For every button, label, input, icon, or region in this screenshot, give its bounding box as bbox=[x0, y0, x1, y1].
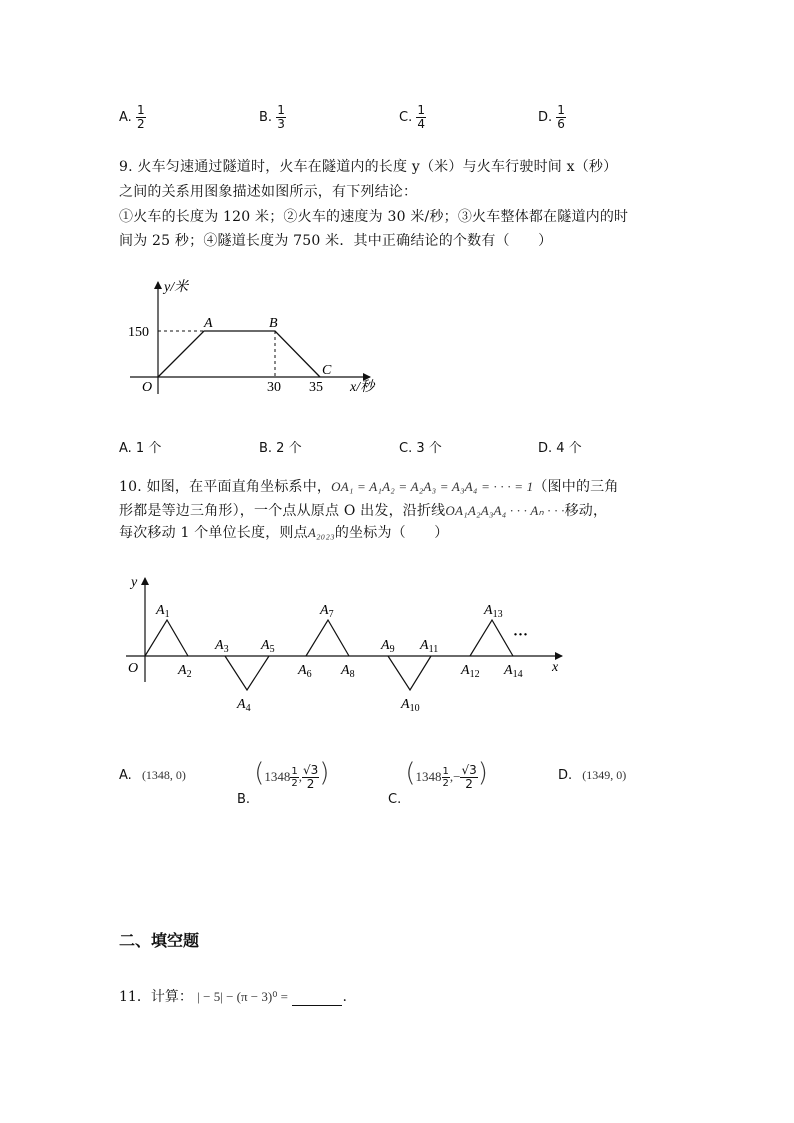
triangle-3 bbox=[306, 620, 349, 656]
q10-line-2-pre: 形都是等边三角形），一个点从原点 O 出发，沿折线 bbox=[119, 503, 446, 519]
point-label-a3: $A_3$ bbox=[215, 638, 229, 655]
denominator: 2 bbox=[136, 117, 145, 131]
fraction bbox=[136, 104, 146, 131]
point-label-a12: $A_{12}$ bbox=[461, 663, 480, 680]
option-label: C. bbox=[399, 110, 413, 125]
q10-option-d bbox=[558, 768, 626, 783]
q10-line-1-math: OA₁ = A₁A₂ = A₂A₃ = A₃A₄ = · · · = 1 bbox=[331, 479, 534, 494]
sqrt-fraction bbox=[302, 764, 319, 791]
point-label-a9: $A_9$ bbox=[381, 638, 395, 655]
answer-blank[interactable] bbox=[292, 991, 342, 1006]
q11-period: . bbox=[342, 989, 347, 1005]
point-label-a13: $A_{13}$ bbox=[484, 603, 503, 620]
option-label: D. bbox=[558, 768, 573, 783]
q9-option-b: B. 2 个 bbox=[259, 441, 302, 456]
numerator: 1 bbox=[277, 103, 285, 117]
mixed-int: 1348 bbox=[415, 769, 442, 784]
q10-line-2-post: 移动， bbox=[564, 503, 608, 519]
option-label: A. bbox=[119, 768, 132, 783]
triangle-2 bbox=[225, 656, 269, 690]
q8-option-a bbox=[119, 104, 146, 131]
option-label: B. bbox=[259, 110, 273, 125]
point-label-a5: $A_5$ bbox=[261, 638, 275, 655]
origin-label: O bbox=[142, 380, 153, 395]
q10-graph bbox=[118, 572, 578, 714]
q8-option-b bbox=[259, 104, 286, 131]
q10-option-b bbox=[237, 758, 329, 807]
fraction bbox=[416, 104, 426, 131]
q10-line-1 bbox=[119, 476, 619, 496]
numerator: √3 bbox=[461, 763, 477, 777]
y-tick-150: 150 bbox=[128, 325, 149, 340]
numerator: 1 bbox=[442, 766, 449, 777]
numerator: 1 bbox=[557, 103, 565, 117]
close-paren: ) bbox=[477, 758, 488, 788]
ellipsis: ··· bbox=[513, 627, 529, 643]
section-heading: 二、填空题 bbox=[119, 931, 200, 950]
point-label-a11: $A_{11}$ bbox=[420, 638, 439, 655]
y-axis-label: y bbox=[131, 575, 138, 590]
point-c-label: C bbox=[322, 363, 332, 378]
option-label: A. bbox=[119, 110, 132, 125]
point-a-label: A bbox=[204, 316, 213, 331]
open-paren: ( bbox=[405, 758, 416, 788]
q10-line-3-post: 的坐标为（ ） bbox=[334, 525, 449, 541]
numerator: 1 bbox=[136, 103, 145, 117]
q10-line-1-pre: 10. 如图，在平面直角坐标系中， bbox=[119, 479, 332, 495]
q10-line-2 bbox=[119, 500, 607, 520]
point-label-a4: $A_4$ bbox=[237, 697, 251, 714]
q10-line-3-pre: 每次移动 1 个单位长度，则点 bbox=[119, 525, 308, 541]
denominator: 2 bbox=[465, 777, 473, 791]
q10-option-c bbox=[388, 758, 488, 807]
q9-graph bbox=[118, 270, 398, 400]
option-label: C. bbox=[388, 792, 402, 807]
numerator: 1 bbox=[291, 766, 298, 777]
open-paren: ( bbox=[254, 758, 265, 788]
numerator: 1 bbox=[417, 103, 425, 117]
mixed-int: 1348 bbox=[264, 769, 291, 784]
point-label-a8: $A_8$ bbox=[341, 663, 355, 680]
point-label-a1: $A_1$ bbox=[156, 603, 170, 620]
denominator: 2 bbox=[306, 777, 315, 791]
comma: , bbox=[449, 769, 454, 784]
q9-option-c: C. 3 个 bbox=[399, 441, 442, 456]
q8-option-c bbox=[399, 104, 426, 131]
point-label-a2: $A_2$ bbox=[178, 663, 192, 680]
point-labels bbox=[155, 603, 523, 714]
close-paren: ) bbox=[319, 758, 330, 788]
y-axis-label: y/米 bbox=[164, 280, 189, 295]
minus-sign: − bbox=[453, 769, 461, 784]
comma: , bbox=[298, 769, 302, 784]
triangle-1 bbox=[145, 620, 188, 656]
point-label-a14: $A_{14}$ bbox=[504, 663, 523, 680]
option-label: B. bbox=[237, 792, 251, 807]
fraction bbox=[290, 766, 298, 789]
x-tick-30: 30 bbox=[267, 380, 281, 395]
q8-option-d bbox=[538, 104, 566, 131]
point-label-a10: $A_{10}$ bbox=[401, 697, 420, 714]
fraction bbox=[276, 104, 286, 131]
denominator: 4 bbox=[417, 117, 425, 131]
x-axis-label: x/秒 bbox=[350, 380, 375, 395]
q9-line-3: ①火车的长度为 120 米；②火车的速度为 30 米/秒；③火车整体都在隧道内的时 bbox=[119, 209, 629, 225]
point-label-a6: $A_6$ bbox=[298, 663, 312, 680]
q11-expression: | − 5| − (π − 3)⁰ = bbox=[197, 989, 288, 1004]
q9-line-2: 之间的关系用图象描述如图所示，有下列结论： bbox=[119, 184, 418, 200]
fraction bbox=[556, 104, 566, 131]
q10-line-3-math: A₂₀₂₃ bbox=[307, 525, 335, 540]
option-label: D. bbox=[538, 110, 553, 125]
x-axis-label: x bbox=[552, 660, 559, 675]
q9-line-1: 9. 火车匀速通过隧道时，火车在隧道内的长度 y（米）与火车行驶时间 x（秒） bbox=[119, 159, 618, 175]
numerator: √3 bbox=[302, 763, 319, 777]
denominator: 6 bbox=[557, 117, 565, 131]
q10-option-a bbox=[119, 768, 186, 783]
origin-label: O bbox=[128, 661, 139, 676]
q9-line-4: 间为 25 秒；④隧道长度为 750 米．其中正确结论的个数有（ ） bbox=[119, 233, 553, 249]
q9-option-d: D. 4 个 bbox=[538, 441, 582, 456]
sqrt-fraction bbox=[460, 764, 477, 791]
x-tick-35: 35 bbox=[309, 380, 323, 395]
option-value: (1348, 0) bbox=[141, 768, 186, 782]
option-value: (1349, 0) bbox=[582, 768, 627, 782]
triangle-4 bbox=[388, 656, 431, 690]
denominator: 2 bbox=[442, 778, 449, 789]
q10-line-2-math: OA₁A₂A₃A₄ · · · Aₙ · · · bbox=[445, 503, 565, 518]
q11-line bbox=[119, 986, 347, 1006]
graph-line bbox=[158, 331, 320, 377]
q10-line-1-post: （图中的三角 bbox=[533, 479, 619, 495]
denominator: 2 bbox=[291, 778, 298, 789]
point-label-a7: $A_7$ bbox=[320, 603, 334, 620]
q9-option-a: A. 1 个 bbox=[119, 441, 162, 456]
q11-label: 11．计算： bbox=[119, 989, 193, 1005]
q10-line-3 bbox=[119, 522, 448, 542]
triangle-5 bbox=[470, 620, 513, 656]
denominator: 3 bbox=[277, 117, 285, 131]
fraction bbox=[442, 766, 450, 789]
point-b-label: B bbox=[269, 316, 278, 331]
